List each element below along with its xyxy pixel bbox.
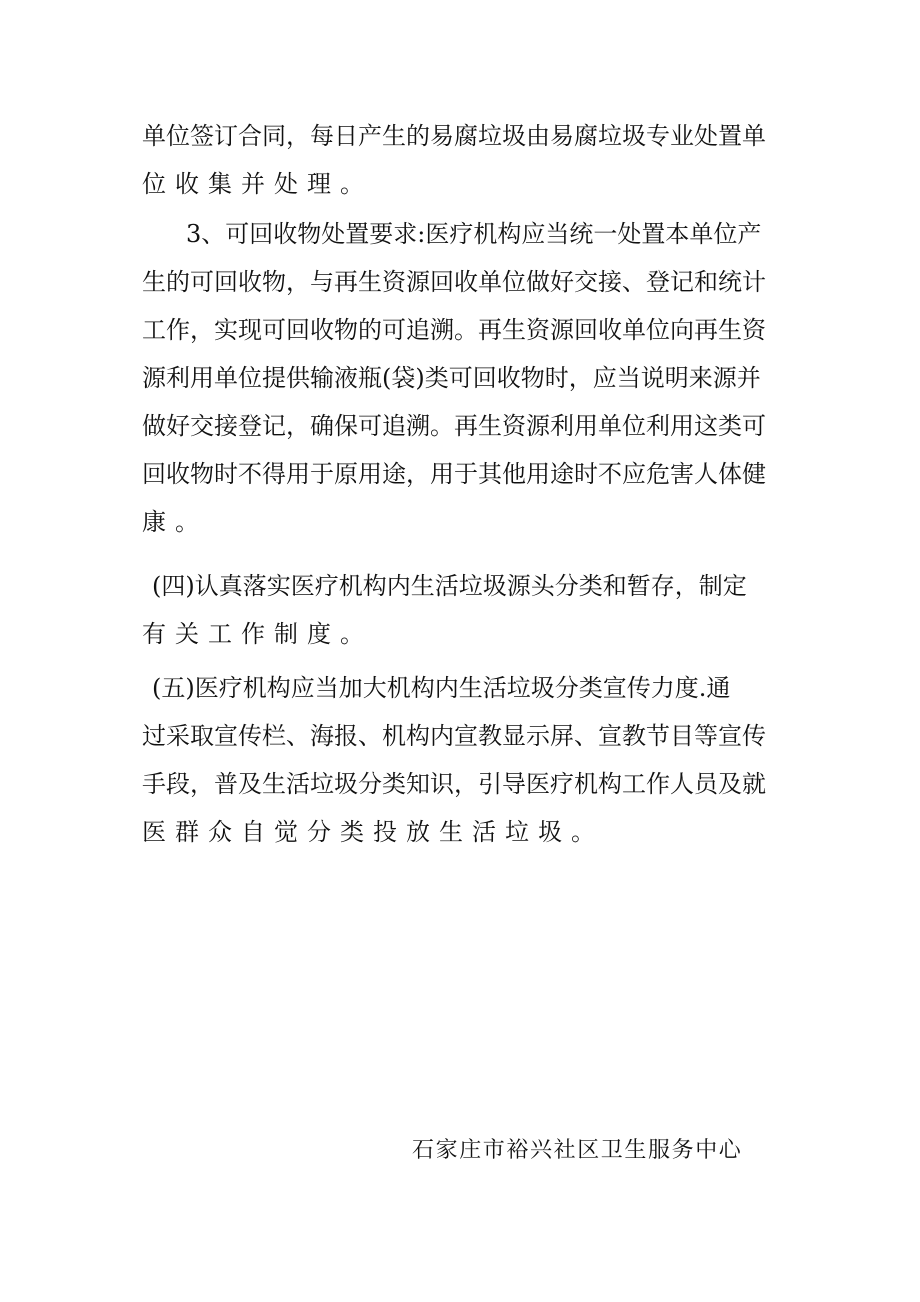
text-line: (五)医疗机构应当加大机构内生活垃圾分类宣传力度.通 bbox=[152, 674, 731, 702]
text-line: 有关工作制度。 bbox=[142, 620, 373, 648]
text-line: 手段，普及生活垃圾分类知识，引导医疗机构工作人员及就 bbox=[142, 770, 766, 798]
organization-signature: 石家庄市裕兴社区卫生服务中心 bbox=[412, 1138, 743, 1163]
text-line: 源利用单位提供输液瓶(袋)类可回收物时，应当说明来源并 bbox=[142, 364, 761, 392]
text-line: 生的可回收物，与再生资源回收单位做好交接、登记和统计 bbox=[142, 268, 766, 296]
text-line: 回收物时不得用于原用途，用于其他用途时不应危害人体健 bbox=[142, 460, 766, 488]
text-line: 医群众自觉分类投放生活垃圾。 bbox=[142, 818, 604, 846]
text-line: 单位签订合同，每日产生的易腐垃圾由易腐垃圾专业处置单 bbox=[142, 122, 766, 150]
text-line: 3、可回收物处置要求:医疗机构应当统一处置本单位产 bbox=[186, 220, 762, 248]
text-line: 工作，实现可回收物的可追溯。再生资源回收单位向再生资 bbox=[142, 316, 766, 344]
text-line: 康。 bbox=[142, 508, 208, 536]
text-line: (四)认真落实医疗机构内生活垃圾源头分类和暂存，制定 bbox=[152, 572, 747, 600]
text-line: 过采取宣传栏、海报、机构内宣教显示屏、宣教节目等宣传 bbox=[142, 722, 766, 750]
text-line: 做好交接登记，确保可追溯。再生资源利用单位利用这类可 bbox=[142, 412, 766, 440]
text-line: 位收集并处理。 bbox=[142, 170, 373, 198]
